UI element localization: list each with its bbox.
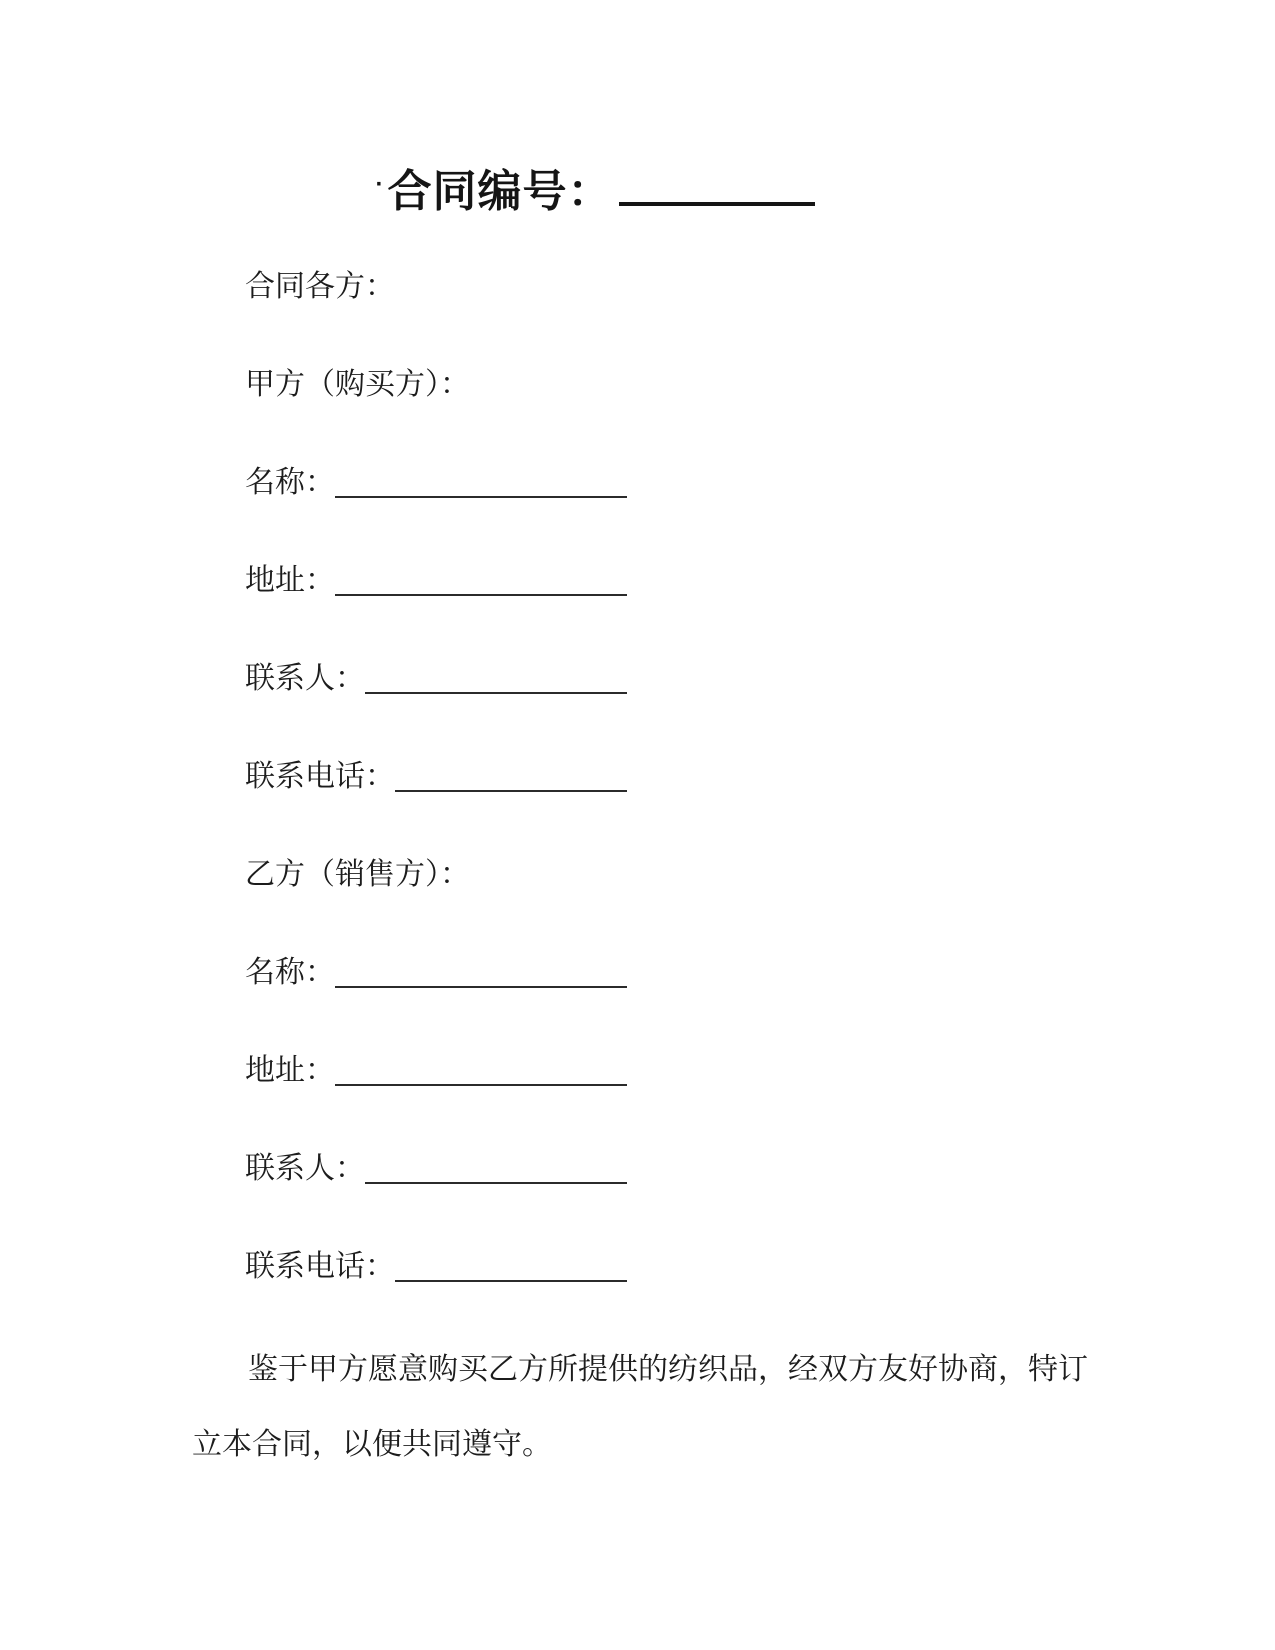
party-b-address-blank-line: [335, 1053, 627, 1086]
party-a-contact-blank-line: [365, 661, 627, 694]
party-b-name-row: [245, 955, 1092, 991]
party-b-phone-blank-line: [395, 1249, 627, 1282]
party-a-contact-row: [245, 661, 1092, 697]
contract-number-blank-line: [619, 164, 815, 206]
party-b-address-label: 地址：: [245, 1054, 335, 1087]
preamble-paragraph: 鉴于甲方愿意购买乙方所提供的纺织品，经双方友好协商，特订立本合同，以便共同遵守。: [192, 1353, 1088, 1461]
contract-number-label: 合同编号：: [387, 167, 613, 216]
party-b-phone-label: 联系电话：: [245, 1250, 395, 1283]
party-b-contact-row: [245, 1151, 1092, 1187]
party-b-heading: 乙方（销售方）：: [245, 858, 470, 891]
party-b-contact-label: 联系人：: [245, 1152, 365, 1185]
party-a-heading: 甲方（购买方）：: [245, 368, 470, 401]
party-a-name-label: 名称：: [245, 466, 335, 499]
title-bullet-dot: ·: [375, 171, 385, 198]
party-b-address-row: [245, 1053, 1092, 1089]
party-a-phone-row: [245, 759, 1092, 795]
party-a-contact-label: 联系人：: [245, 662, 365, 695]
party-a-address-label: 地址：: [245, 564, 335, 597]
party-a-name-blank-line: [335, 465, 627, 498]
party-a-name-row: [245, 465, 1092, 501]
party-b-phone-row: [245, 1249, 1092, 1285]
party-a-phone-blank-line: [395, 759, 627, 792]
party-a-address-blank-line: [335, 563, 627, 596]
party-b-contact-blank-line: [365, 1151, 627, 1184]
parties-heading: 合同各方：: [245, 270, 395, 303]
party-a-address-row: [245, 563, 1092, 599]
party-b-name-label: 名称：: [245, 956, 335, 989]
document-body: [0, 269, 1275, 1482]
party-b-name-blank-line: [335, 955, 627, 988]
contract-title: [0, 0, 1275, 219]
party-a-phone-label: 联系电话：: [245, 760, 395, 793]
